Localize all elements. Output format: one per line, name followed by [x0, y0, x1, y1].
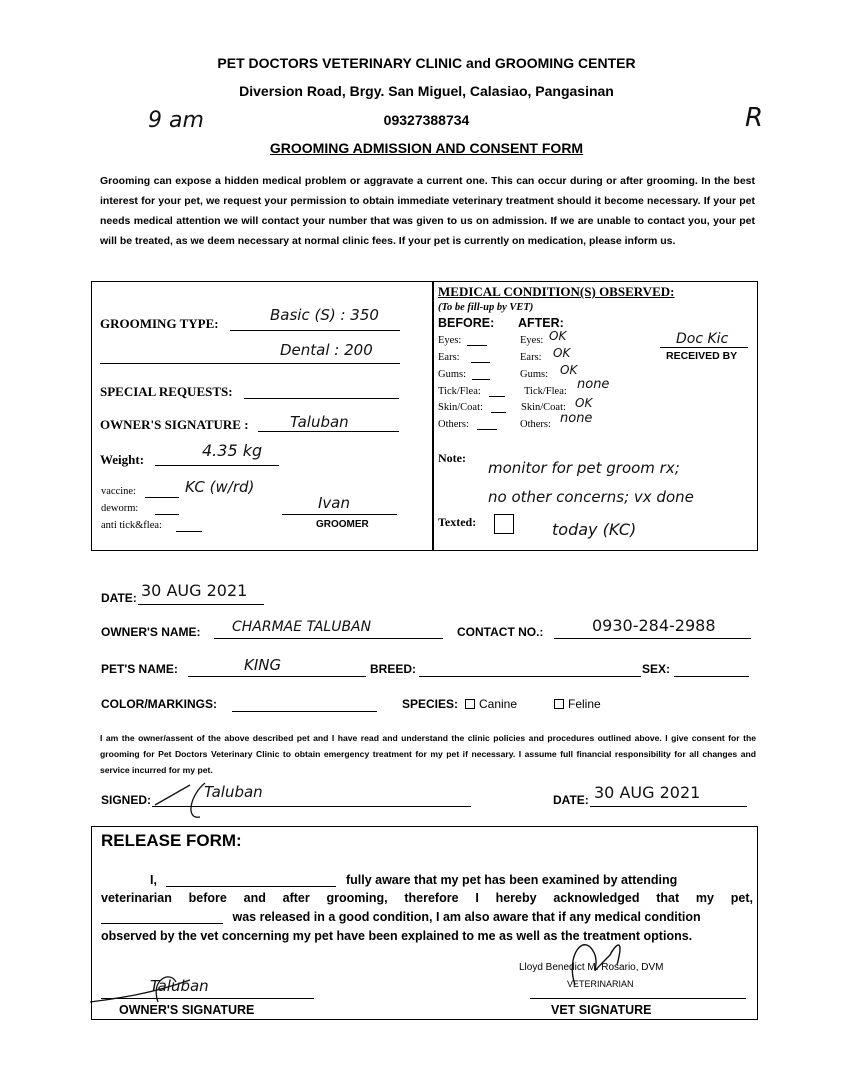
feline-checkbox[interactable]: [554, 699, 564, 709]
deworm-line: [155, 514, 179, 515]
release-line1-prefix: I,: [150, 873, 157, 887]
grooming-type-value-2: Dental : 200: [280, 341, 373, 359]
sex-line: [674, 676, 749, 677]
grooming-type-line: [230, 330, 400, 331]
note-label: Note:: [438, 451, 466, 465]
release-line3-suffix: was released in a good condition, I am also aware that if any medical condition: [232, 910, 701, 924]
owner-name-label: OWNER'S NAME:: [101, 625, 201, 639]
others-after-label: Others:: [520, 419, 551, 430]
received-by-label: RECEIVED BY: [666, 350, 738, 362]
owner-signature-scribble: [80, 960, 200, 1010]
vet-signature-label: VET SIGNATURE: [551, 1003, 652, 1017]
species-canine[interactable]: [465, 697, 517, 711]
release-line-2: veterinarian before and after grooming, therefore I hereby acknowledged that my pet,: [101, 891, 753, 905]
tick-after-label: Tick/Flea:: [524, 386, 567, 397]
vet-title: VETERINARIAN: [567, 979, 634, 989]
received-by-line: [660, 347, 748, 348]
contact-line: [554, 638, 751, 639]
ears-after-label: Ears:: [520, 352, 542, 363]
vet-signature-line: [530, 998, 746, 999]
signed-date-label: DATE:: [553, 793, 589, 807]
owner-signature-label: OWNER'S SIGNATURE :: [100, 417, 249, 432]
color-label: COLOR/MARKINGS:: [101, 697, 217, 711]
weight-label: Weight:: [100, 452, 145, 467]
vaccine-line: [145, 497, 179, 498]
feline-label: Feline: [568, 697, 601, 711]
medical-title: MEDICAL CONDITION(S) OBSERVED:: [438, 284, 675, 299]
skin-after-value: OK: [575, 396, 593, 410]
release-line-4: observed by the vet concerning my pet have been explained to me as well as the treatment options.: [101, 929, 693, 943]
gums-before-label: Gums:: [438, 369, 467, 380]
release-line-3: [101, 908, 753, 927]
tick-after-value: none: [577, 377, 610, 392]
intro-paragraph: Grooming can expose a hidden medical problem or aggravate a current one. This can occur during or after grooming. In the best interest for your pet, we request your permission to obtain immediate veterinary treatment should it become necessary. If your pet needs medical attention we will contact your number that was given to us on admission. If we are unable to contact you, your pet will be treated, as we deem necessary at normal clinic fees. If your pet is currently on medication, please inform us.: [100, 175, 755, 247]
clinic-phone: 09327388734: [383, 112, 470, 128]
received-by-name: Doc Kic: [676, 331, 729, 347]
pet-name-line: [188, 676, 366, 677]
tick-before-line: [489, 396, 505, 397]
eyes-before-line: [467, 345, 487, 346]
release-pet-blank: [101, 909, 223, 924]
others-after-value: none: [560, 411, 593, 426]
release-title: RELEASE FORM:: [101, 831, 242, 850]
groomer-name: Ivan: [318, 494, 350, 512]
signed-scribble: [150, 775, 220, 825]
date-value: 30 AUG 2021: [141, 581, 248, 600]
handwritten-mark: R: [745, 103, 764, 133]
groomer-label: GROOMER: [316, 519, 369, 530]
owner-name-value: CHARMAE TALUBAN: [232, 619, 372, 635]
deworm-label: deworm:: [101, 503, 139, 514]
date-line: [138, 604, 264, 605]
ears-before-line: [471, 362, 490, 363]
form-title: GROOMING ADMISSION AND CONSENT FORM: [269, 140, 584, 156]
eyes-after-value: OK: [549, 329, 567, 343]
date-label: DATE:: [101, 591, 137, 605]
contact-label: CONTACT NO.:: [457, 625, 544, 639]
weight-value: 4.35 kg: [202, 441, 263, 460]
vaccine-value: KC (w/rd): [185, 478, 255, 496]
color-line: [232, 711, 377, 712]
ears-before-label: Ears:: [438, 352, 460, 363]
note-line-3: today (KC): [552, 520, 637, 539]
texted-checkbox[interactable]: [494, 514, 514, 534]
owner-signature-line: [258, 431, 399, 432]
release-owner-signature-value: Taluban: [150, 977, 209, 995]
gums-after-label: Gums:: [520, 369, 549, 380]
pet-name-value: KING: [244, 656, 282, 674]
pet-name-label: PET'S NAME:: [101, 662, 178, 676]
weight-line: [155, 465, 279, 466]
after-label: AFTER:: [518, 316, 564, 330]
release-owner-signature-label: OWNER'S SIGNATURE: [119, 1003, 255, 1017]
others-before-label: Others:: [438, 419, 469, 430]
special-requests-line: [244, 398, 399, 399]
groomer-line: [282, 514, 397, 515]
before-label: BEFORE:: [438, 316, 495, 330]
species-feline[interactable]: [554, 697, 601, 711]
consent-paragraph: I am the owner/assent of the above described pet and I have read and understand the clinic policies and procedures outlined above. I give consent for the grooming for Pet Doctors Veterinary Clinic to obtain emergency treatment for my pet if necessary. I assume full financial responsibility for all changes and service incurred for my pet.: [100, 733, 756, 775]
signed-label: SIGNED:: [101, 793, 152, 807]
grooming-type-line-2: [100, 363, 400, 364]
eyes-after-label: Eyes:: [520, 335, 544, 346]
antitick-line: [176, 531, 202, 532]
release-line-1: [101, 871, 753, 890]
species-label: SPECIES:: [402, 697, 459, 711]
others-before-line: [477, 429, 497, 430]
gums-before-line: [472, 379, 490, 380]
note-line-1: monitor for pet groom rx;: [488, 459, 680, 477]
signed-date-value: 30 AUG 2021: [594, 783, 701, 802]
signed-value: Taluban: [204, 783, 263, 801]
antitick-label: anti tick&flea:: [101, 520, 162, 531]
tick-before-label: Tick/Flea:: [438, 386, 481, 397]
vet-name: Lloyd Benedict M. Rosario, DVM: [519, 962, 664, 973]
skin-before-label: Skin/Coat:: [438, 402, 483, 413]
medical-subtitle: (To be fill-up by VET): [438, 302, 534, 313]
eyes-before-label: Eyes:: [438, 335, 462, 346]
skin-before-line: [491, 412, 506, 413]
skin-after-label: Skin/Coat:: [521, 402, 566, 413]
canine-checkbox[interactable]: [465, 699, 475, 709]
box-divider: [432, 281, 434, 551]
release-name-blank: [166, 872, 336, 887]
vet-signature-scribble: [555, 925, 645, 995]
clinic-address: Diversion Road, Brgy. San Miguel, Calasiao, Pangasinan: [239, 83, 614, 99]
grooming-type-value-1: Basic (S) : 350: [270, 306, 379, 324]
canine-label: Canine: [479, 697, 518, 711]
gums-after-value: OK: [560, 363, 578, 377]
clinic-name: PET DOCTORS VETERINARY CLINIC and GROOMING CENTER: [217, 55, 636, 71]
handwritten-time: 9 am: [148, 108, 204, 133]
sex-label: SEX:: [642, 662, 671, 676]
breed-line: [419, 676, 641, 677]
breed-label: BREED:: [370, 662, 417, 676]
note-line-2: no other concerns; vx done: [488, 488, 694, 506]
texted-label: Texted:: [438, 515, 477, 529]
grooming-type-label: GROOMING TYPE:: [100, 316, 219, 331]
ears-after-value: OK: [553, 346, 571, 360]
contact-value: 0930-284-2988: [592, 616, 716, 635]
owner-name-line: [214, 638, 443, 639]
owner-signature-value: Taluban: [290, 413, 349, 431]
vaccine-label: vaccine:: [101, 486, 136, 497]
signed-date-line: [590, 806, 747, 807]
release-line1-suffix: fully aware that my pet has been examined by attending: [345, 873, 678, 887]
special-requests-label: SPECIAL REQUESTS:: [100, 384, 233, 399]
